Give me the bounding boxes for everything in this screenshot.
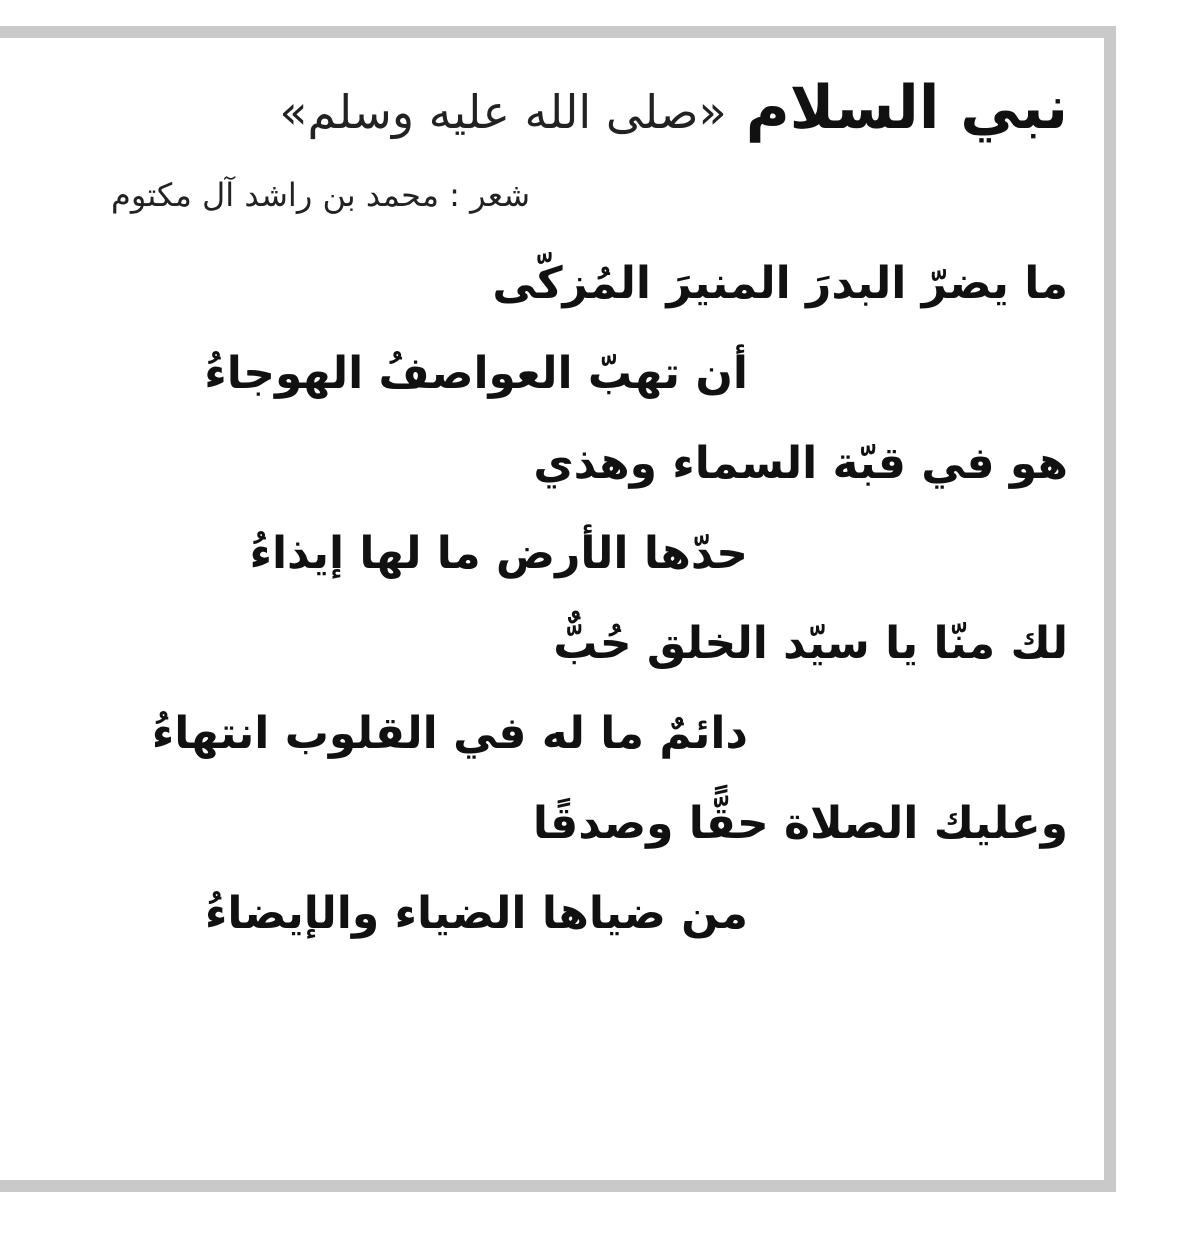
verse-1: ما يضرّ البدرَ المنيرَ المُزكّى	[492, 258, 1068, 309]
poem-title	[279, 73, 1068, 143]
title-main: نبي السلام	[745, 73, 1068, 143]
verse-2: أن تهبّ العواصفُ الهوجاءُ	[204, 348, 748, 399]
verse-4: حدّها الأرض ما لها إيذاءُ	[249, 528, 748, 579]
verse-8: من ضياها الضياء والإيضاءُ	[204, 888, 748, 939]
verse-3: هو في قبّة السماء وهذي	[533, 438, 1068, 489]
verse-7: وعليك الصلاة حقًّا وصدقًا	[532, 798, 1068, 849]
verse-6: دائمٌ ما له في القلوب انتهاءُ	[151, 708, 748, 759]
verse-5: لك منّا يا سيّد الخلق حُبٌّ	[553, 618, 1068, 669]
poet-byline: شعر : محمد بن راشد آل مكتوم	[111, 176, 530, 214]
title-subtitle: «صلى الله عليه وسلم»	[279, 85, 727, 139]
